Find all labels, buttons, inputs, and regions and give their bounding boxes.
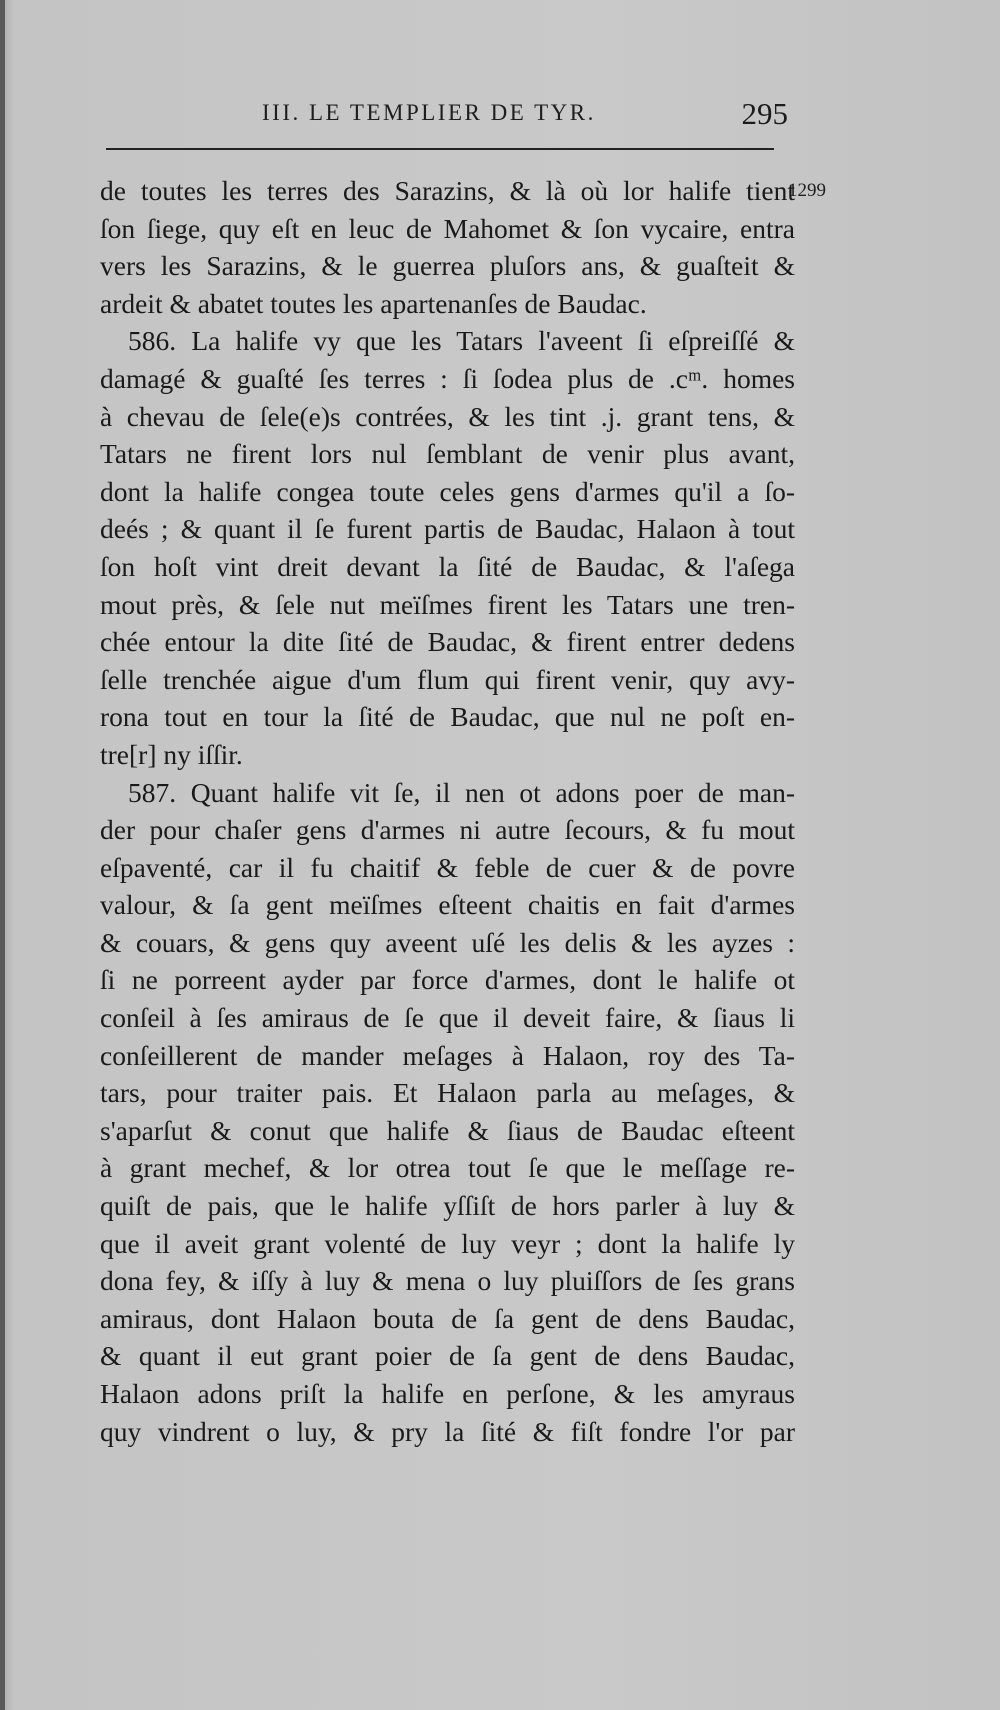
text-line: à chevau de ſele(e)s contrées, & les tint .j. grant tens, &	[100, 400, 795, 432]
text-line: conſeillerent de mander meſages à Halaon, roy des Ta-	[100, 1039, 795, 1071]
paragraph-587-start: 587. Quant halife vit ſe, il nen ot adons poer de man-	[128, 776, 795, 808]
text-line: tre[r] ny iſſir.	[100, 738, 243, 770]
text-line: de toutes les terres des Sarazins, & là où lor halife tient	[100, 175, 795, 206]
text-line: vers les Sarazins, & le guerrea pluſors ans, & guaſteit &	[100, 250, 795, 282]
text-line: damagé & guaſté ſes terres : ſi ſodea plus de .cᵐ. homes	[100, 362, 795, 394]
margin-date: 1299	[788, 180, 826, 201]
paragraph-586-start: 586. La halife vy que les Tatars l'aveent ſi eſpreiſſé &	[128, 325, 795, 357]
text-line: mout près, & ſele nut meïſmes firent les Tatars une tren-	[100, 588, 795, 620]
text-line: eſpaventé, car il fu chaitif & feble de cuer & de povre	[100, 851, 795, 883]
text-line: Halaon adons priſt la halife en perſone, & les amyraus	[100, 1378, 795, 1409]
text-line: ſi ne porreent ayder par force d'armes, dont le halife ot	[100, 964, 795, 996]
body-text	[100, 172, 800, 1450]
text-line: quy vindrent o luy, & pry la ſité & fiſt fondre l'or par	[100, 1415, 795, 1447]
text-line: dona fey, & iſſy à luy & mena o luy pluiſſors de ſes grans	[100, 1265, 795, 1297]
text-line: der pour chaſer gens d'armes ni autre ſecours, & fu mout	[100, 814, 795, 846]
header-rule	[106, 148, 774, 150]
text-line: rona tout en tour la ſité de Baudac, que nul ne poſt en-	[100, 701, 795, 733]
text-line: ſon hoſt vint dreit devant la ſité de Baudac, & l'aſega	[100, 550, 795, 582]
text-line: deés ; & quant il ſe furent partis de Baudac, Halaon à tout	[100, 513, 795, 545]
running-head: III. LE TEMPLIER DE TYR.	[262, 100, 596, 125]
text-line: ſelle trenchée aigue d'um flum qui firent venir, quy avy-	[100, 663, 795, 695]
text-line: dont la halife congea toute celes gens d'armes qu'il a ſo-	[100, 475, 795, 507]
text-line: valour, & ſa gent meïſmes eſteent chaitis en fait d'armes	[100, 889, 795, 921]
text-line: tars, pour traiter pais. Et Halaon parla au meſages, &	[100, 1077, 795, 1109]
page-spine-shadow	[0, 0, 5, 1710]
text-line: quiſt de pais, que le halife yſſiſt de hors parler à luy &	[100, 1190, 795, 1222]
text-line: ardeit & abatet toutes les apartenanſes de Baudac.	[100, 287, 647, 319]
page-number: 295	[741, 96, 788, 131]
page-header	[106, 96, 796, 136]
text-line: amiraus, dont Halaon bouta de ſa gent de dens Baudac,	[100, 1302, 795, 1334]
text-line: s'aparſut & conut que halife & ſiaus de Baudac eſteent	[100, 1114, 795, 1146]
text-line: & quant il eut grant poier de ſa gent de dens Baudac,	[100, 1340, 795, 1372]
text-line: chée entour la dite ſité de Baudac, & firent entrer dedens	[100, 626, 795, 658]
text-line: & couars, & gens quy aveent uſé les delis & les ayzes :	[100, 926, 795, 958]
text-line: à grant mechef, & lor otrea tout ſe que le meſſage re-	[100, 1152, 795, 1184]
text-line: conſeil à ſes amiraus de ſe que il deveit faire, & ſiaus li	[100, 1002, 795, 1034]
text-line: que il aveit grant volenté de luy veyr ; dont la halife ly	[100, 1227, 795, 1259]
text-line: Tatars ne firent lors nul ſemblant de venir plus avant,	[100, 438, 795, 470]
text-line: ſon ſiege, quy eſt en leuc de Mahomet & ſon vycaire, entra	[100, 212, 795, 244]
